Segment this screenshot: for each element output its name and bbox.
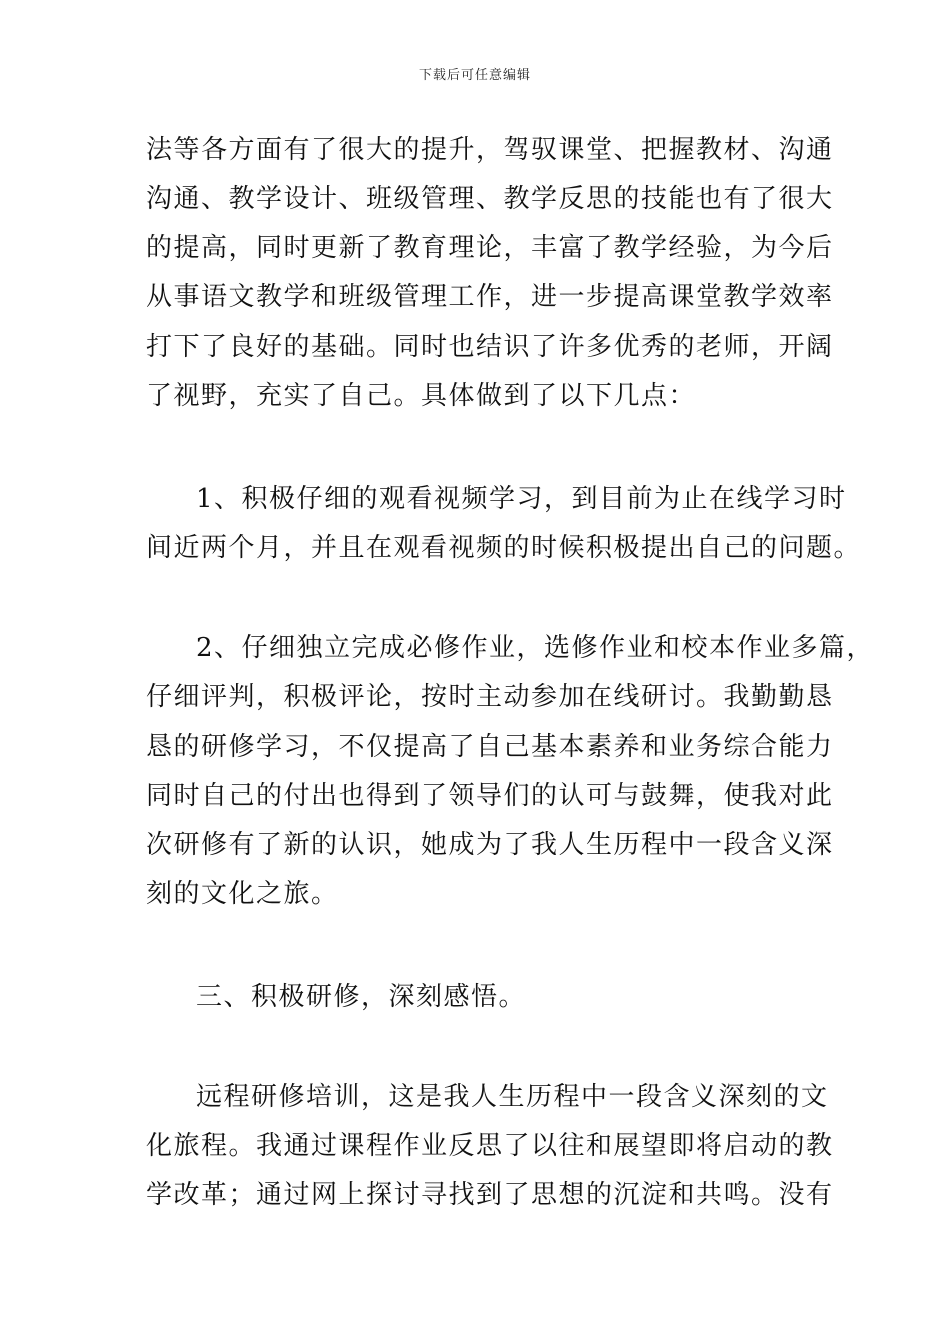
header-note: 下载后可任意编辑 — [418, 68, 531, 83]
paragraph-line: 从事语文教学和班级管理工作，进一步提高课堂教学效率 — [146, 282, 834, 312]
list-item-line: 同时自己的付出也得到了领导们的认可与鼓舞，使我对此 — [146, 781, 834, 811]
paragraph-line: 学改革；通过网上探讨寻找到了思想的沉淀和共鸣。没有 — [146, 1180, 834, 1210]
paragraph-line: 了视野，充实了自己。具体做到了以下几点： — [146, 381, 697, 411]
list-item-line: 2、仔细独立完成必修作业，选修作业和校本作业多篇， — [196, 633, 875, 663]
list-item-line: 1、积极仔细的观看视频学习，到目前为止在线学习时 — [196, 484, 847, 514]
section-heading: 三、积极研修，深刻感悟。 — [196, 982, 527, 1012]
list-item-line: 次研修有了新的认识，她成为了我人生历程中一段含义深 — [146, 830, 834, 860]
list-item-line: 间近两个月，并且在观看视频的时候积极提出自己的问题。 — [146, 533, 862, 563]
paragraph-line: 的提高，同时更新了教育理论，丰富了教学经验，为今后 — [146, 233, 834, 263]
list-item-line: 刻的文化之旅。 — [146, 879, 339, 909]
paragraph-line: 打下了良好的基础。同时也结识了许多优秀的老师，开阔 — [146, 332, 834, 362]
list-item-line: 仔细评判，积极评论，按时主动参加在线研讨。我勤勤恳 — [146, 682, 834, 712]
paragraph-line: 沟通、教学设计、班级管理、教学反思的技能也有了很大 — [146, 184, 834, 214]
paragraph-line: 远程研修培训，这是我人生历程中一段含义深刻的文 — [196, 1082, 829, 1112]
list-item-line: 恳的研修学习，不仅提高了自己基本素养和业务综合能力 — [146, 732, 834, 762]
paragraph-line: 法等各方面有了很大的提升，驾驭课堂、把握教材、沟通 — [146, 135, 834, 165]
paragraph-line: 化旅程。我通过课程作业反思了以往和展望即将启动的教 — [146, 1131, 834, 1161]
